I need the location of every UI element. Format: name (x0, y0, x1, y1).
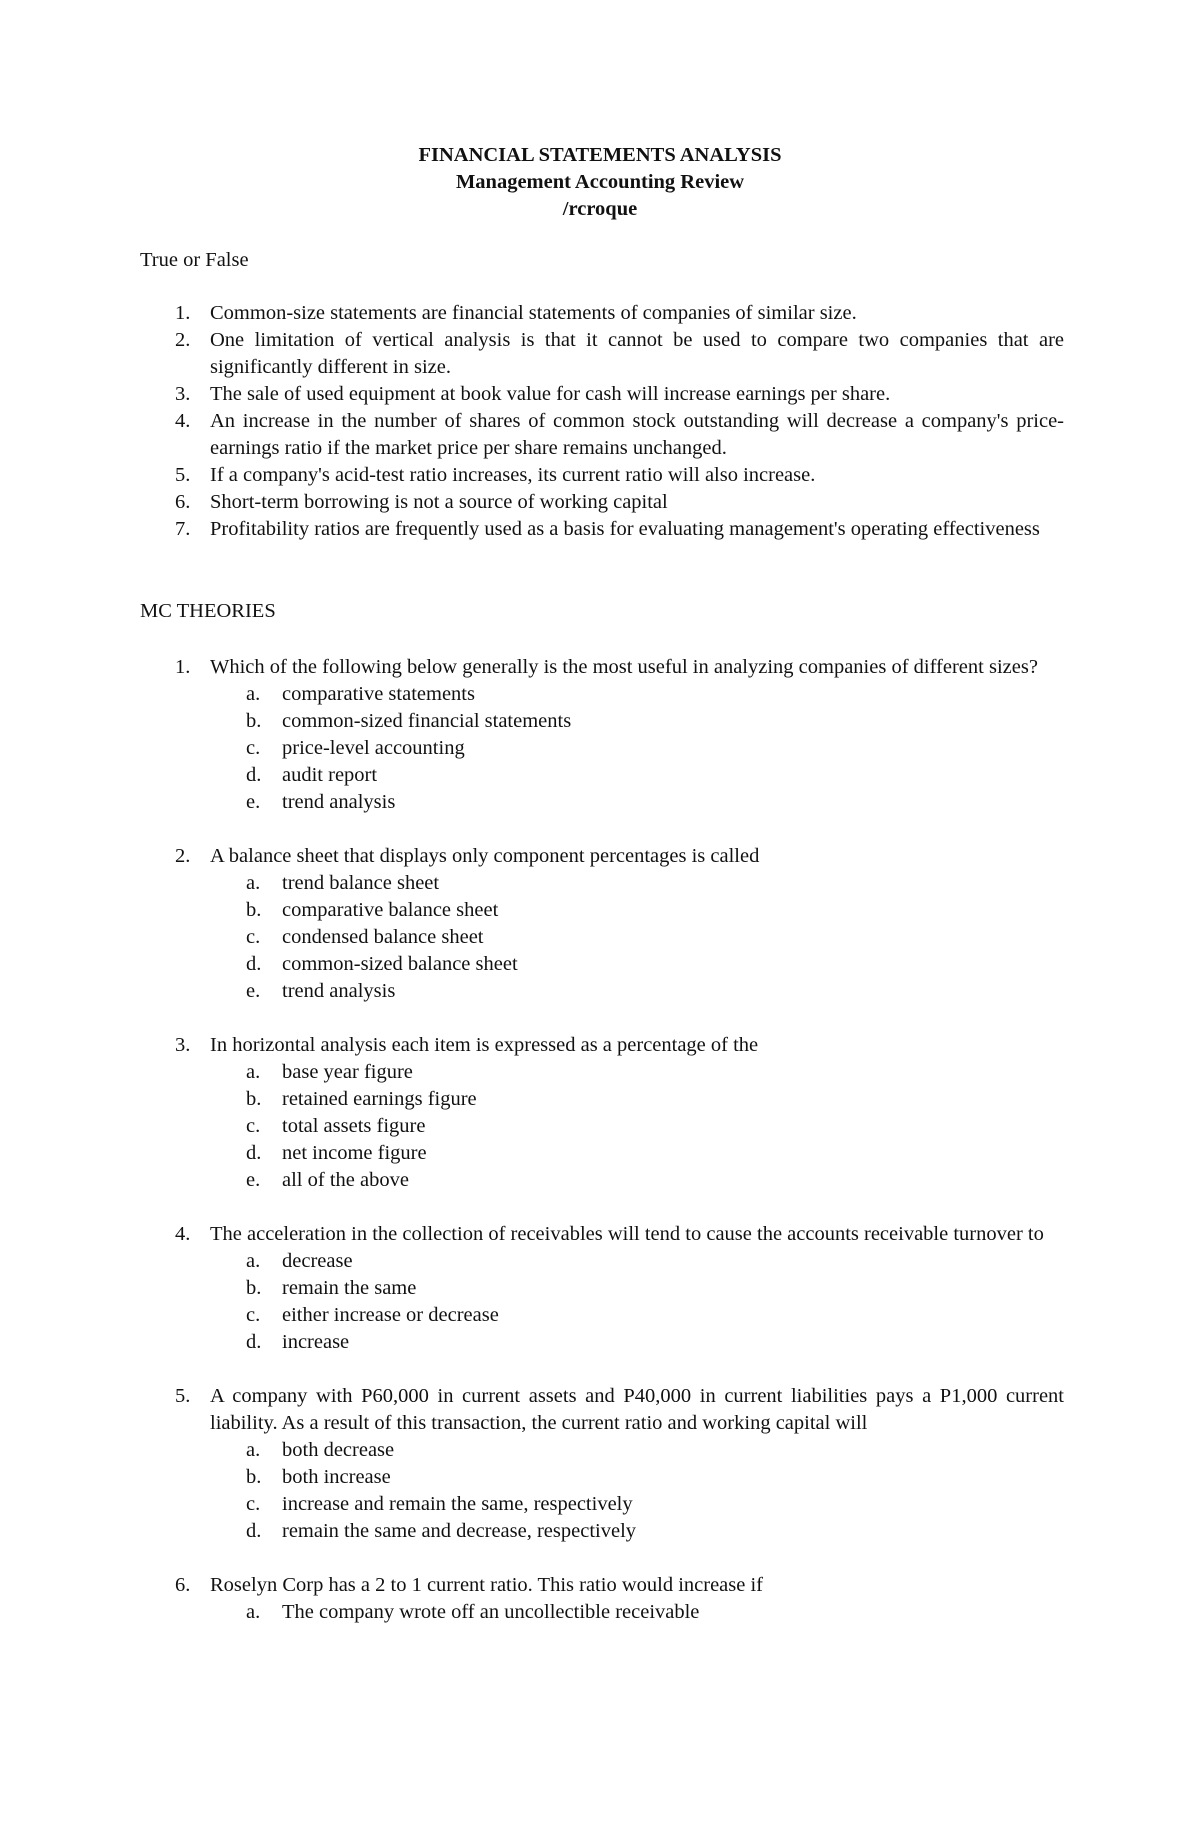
mc-choice (210, 1059, 1064, 1086)
mc-choice (210, 978, 1064, 1005)
mc-choice-text: increase and remain the same, respectively (282, 1493, 633, 1515)
mc-choice-letter: b. (246, 1466, 262, 1488)
mc-choice-text: retained earnings figure (282, 1088, 477, 1110)
mc-choice (210, 789, 1064, 816)
mc-choice (210, 870, 1064, 897)
mc-choices (210, 1599, 1064, 1626)
mc-choice (210, 1464, 1064, 1491)
mc-choices (210, 870, 1064, 1005)
mc-choice-text: The company wrote off an uncollectible receivable (282, 1601, 700, 1623)
mc-choice-text: remain the same (282, 1277, 417, 1299)
mc-question-text: A balance sheet that displays only component percentages is called (210, 845, 760, 867)
mc-choice-text: increase (282, 1331, 350, 1353)
mc-choice-text: either increase or decrease (282, 1304, 499, 1326)
tf-item-text: One limitation of vertical analysis is that it cannot be used to compare two companies that are significantly different in size. (210, 329, 1064, 378)
mc-question-text: Roselyn Corp has a 2 to 1 current ratio. This ratio would increase if (210, 1574, 763, 1596)
mc-choice-text: price-level accounting (282, 737, 465, 759)
mc-choice (210, 708, 1064, 735)
tf-item-number: 4. (175, 410, 191, 432)
mc-choice (210, 897, 1064, 924)
mc-choice-letter: b. (246, 1088, 262, 1110)
mc-choice (210, 1518, 1064, 1545)
tf-item-text: Profitability ratios are frequently used as a basis for evaluating management's operating effectiveness (210, 518, 1040, 540)
tf-item-number: 2. (175, 329, 191, 351)
mc-choice-letter: a. (246, 1250, 261, 1272)
tf-item-text: Short-term borrowing is not a source of working capital (210, 491, 668, 513)
mc-choice-letter: a. (246, 1061, 261, 1083)
mc-choice-letter: c. (246, 1493, 261, 1515)
mc-question (140, 1572, 1064, 1626)
mc-choice-letter: c. (246, 1304, 261, 1326)
mc-question-text: Which of the following below generally is the most useful in analyzing companies of different sizes? (210, 656, 1038, 678)
tf-item-number: 3. (175, 383, 191, 405)
mc-choice-text: comparative balance sheet (282, 899, 499, 921)
mc-choice-letter: a. (246, 872, 261, 894)
tf-item-text: An increase in the number of shares of common stock outstanding will decrease a company's price-earnings ratio if the market price per share remains unchanged. (210, 410, 1064, 459)
mc-choice-text: remain the same and decrease, respectively (282, 1520, 637, 1542)
mc-question (140, 1383, 1064, 1545)
mc-choice-letter: e. (246, 980, 261, 1002)
mc-choice (210, 1329, 1064, 1356)
tf-item-text: Common-size statements are financial statements of companies of similar size. (210, 302, 857, 324)
mc-choice (210, 1248, 1064, 1275)
mc-choice-letter: a. (246, 683, 261, 705)
tf-item (140, 300, 1064, 327)
mc-choice-text: comparative statements (282, 683, 475, 705)
mc-choices (210, 1248, 1064, 1356)
mc-choice-text: common-sized balance sheet (282, 953, 518, 975)
tf-item-text: If a company's acid-test ratio increases, its current ratio will also increase. (210, 464, 816, 486)
mc-question (140, 1032, 1064, 1194)
mc-choice-letter: a. (246, 1601, 261, 1623)
mc-theories-heading: MC THEORIES (140, 600, 276, 622)
document-author: /rcroque (562, 198, 638, 220)
mc-choice-letter: b. (246, 710, 262, 732)
tf-item-text: The sale of used equipment at book value for cash will increase earnings per share. (210, 383, 891, 405)
true-false-list (140, 300, 1064, 543)
mc-choice (210, 1275, 1064, 1302)
mc-choice-letter: e. (246, 1169, 261, 1191)
mc-choice-letter: d. (246, 953, 262, 975)
mc-choice-letter: c. (246, 926, 261, 948)
mc-choice (210, 681, 1064, 708)
mc-choice-text: both increase (282, 1466, 391, 1488)
mc-question-number: 3. (175, 1034, 191, 1056)
mc-question (140, 654, 1064, 816)
mc-question (140, 843, 1064, 1005)
mc-question-number: 2. (175, 845, 191, 867)
mc-choice-text: trend analysis (282, 980, 396, 1002)
mc-choice (210, 1086, 1064, 1113)
mc-choice-text: all of the above (282, 1169, 409, 1191)
mc-choice-letter: d. (246, 1520, 262, 1542)
tf-item-number: 5. (175, 464, 191, 486)
mc-choice-letter: c. (246, 1115, 261, 1137)
document-subtitle: Management Accounting Review (455, 171, 745, 193)
tf-item-number: 6. (175, 491, 191, 513)
mc-choice-text: decrease (282, 1250, 353, 1272)
mc-choice (210, 1140, 1064, 1167)
mc-choice-text: both decrease (282, 1439, 395, 1461)
mc-choice-text: trend balance sheet (282, 872, 440, 894)
mc-choice (210, 1437, 1064, 1464)
mc-choices (210, 681, 1064, 816)
tf-item-number: 1. (175, 302, 191, 324)
mc-choice-letter: a. (246, 1439, 261, 1461)
mc-choice (210, 1599, 1064, 1626)
mc-choice-text: trend analysis (282, 791, 396, 813)
mc-question-number: 1. (175, 656, 191, 678)
document-title: FINANCIAL STATEMENTS ANALYSIS (418, 144, 782, 166)
mc-choice-letter: d. (246, 1331, 262, 1353)
document-header (0, 142, 1200, 223)
tf-item-number: 7. (175, 518, 191, 540)
mc-choices (210, 1059, 1064, 1194)
tf-item (140, 462, 1064, 489)
mc-question-text: The acceleration in the collection of receivables will tend to cause the accounts receivable turnover to (210, 1223, 1044, 1245)
mc-choice-letter: b. (246, 899, 262, 921)
tf-item (140, 516, 1064, 543)
mc-question-number: 4. (175, 1223, 191, 1245)
mc-choice-letter: d. (246, 764, 262, 786)
mc-choice-letter: c. (246, 737, 261, 759)
mc-choice (210, 762, 1064, 789)
mc-question-text: In horizontal analysis each item is expressed as a percentage of the (210, 1034, 759, 1056)
tf-item (140, 381, 1064, 408)
mc-question-list (140, 654, 1064, 1626)
mc-choice-text: total assets figure (282, 1115, 426, 1137)
mc-choice-letter: d. (246, 1142, 262, 1164)
mc-question-number: 5. (175, 1385, 191, 1407)
mc-choice-text: common-sized financial statements (282, 710, 572, 732)
tf-item (140, 489, 1064, 516)
tf-item (140, 327, 1064, 381)
mc-question-number: 6. (175, 1574, 191, 1596)
mc-question-text: A company with P60,000 in current assets and P40,000 in current liabilities pays a P1,000 current liability. As a result of this transaction, the current ratio and working capital will (210, 1385, 1064, 1434)
mc-choice-text: condensed balance sheet (282, 926, 484, 948)
mc-choice-text: net income figure (282, 1142, 427, 1164)
mc-choice (210, 1167, 1064, 1194)
mc-choice-text: audit report (282, 764, 378, 786)
mc-choice-text: base year figure (282, 1061, 413, 1083)
tf-item (140, 408, 1064, 462)
mc-question (140, 1221, 1064, 1356)
mc-choices (210, 1437, 1064, 1545)
mc-choice (210, 1302, 1064, 1329)
mc-choice (210, 924, 1064, 951)
mc-choice (210, 1113, 1064, 1140)
mc-choice-letter: b. (246, 1277, 262, 1299)
mc-choice (210, 1491, 1064, 1518)
true-false-heading: True or False (140, 249, 249, 271)
mc-choice (210, 735, 1064, 762)
mc-choice (210, 951, 1064, 978)
mc-choice-letter: e. (246, 791, 261, 813)
